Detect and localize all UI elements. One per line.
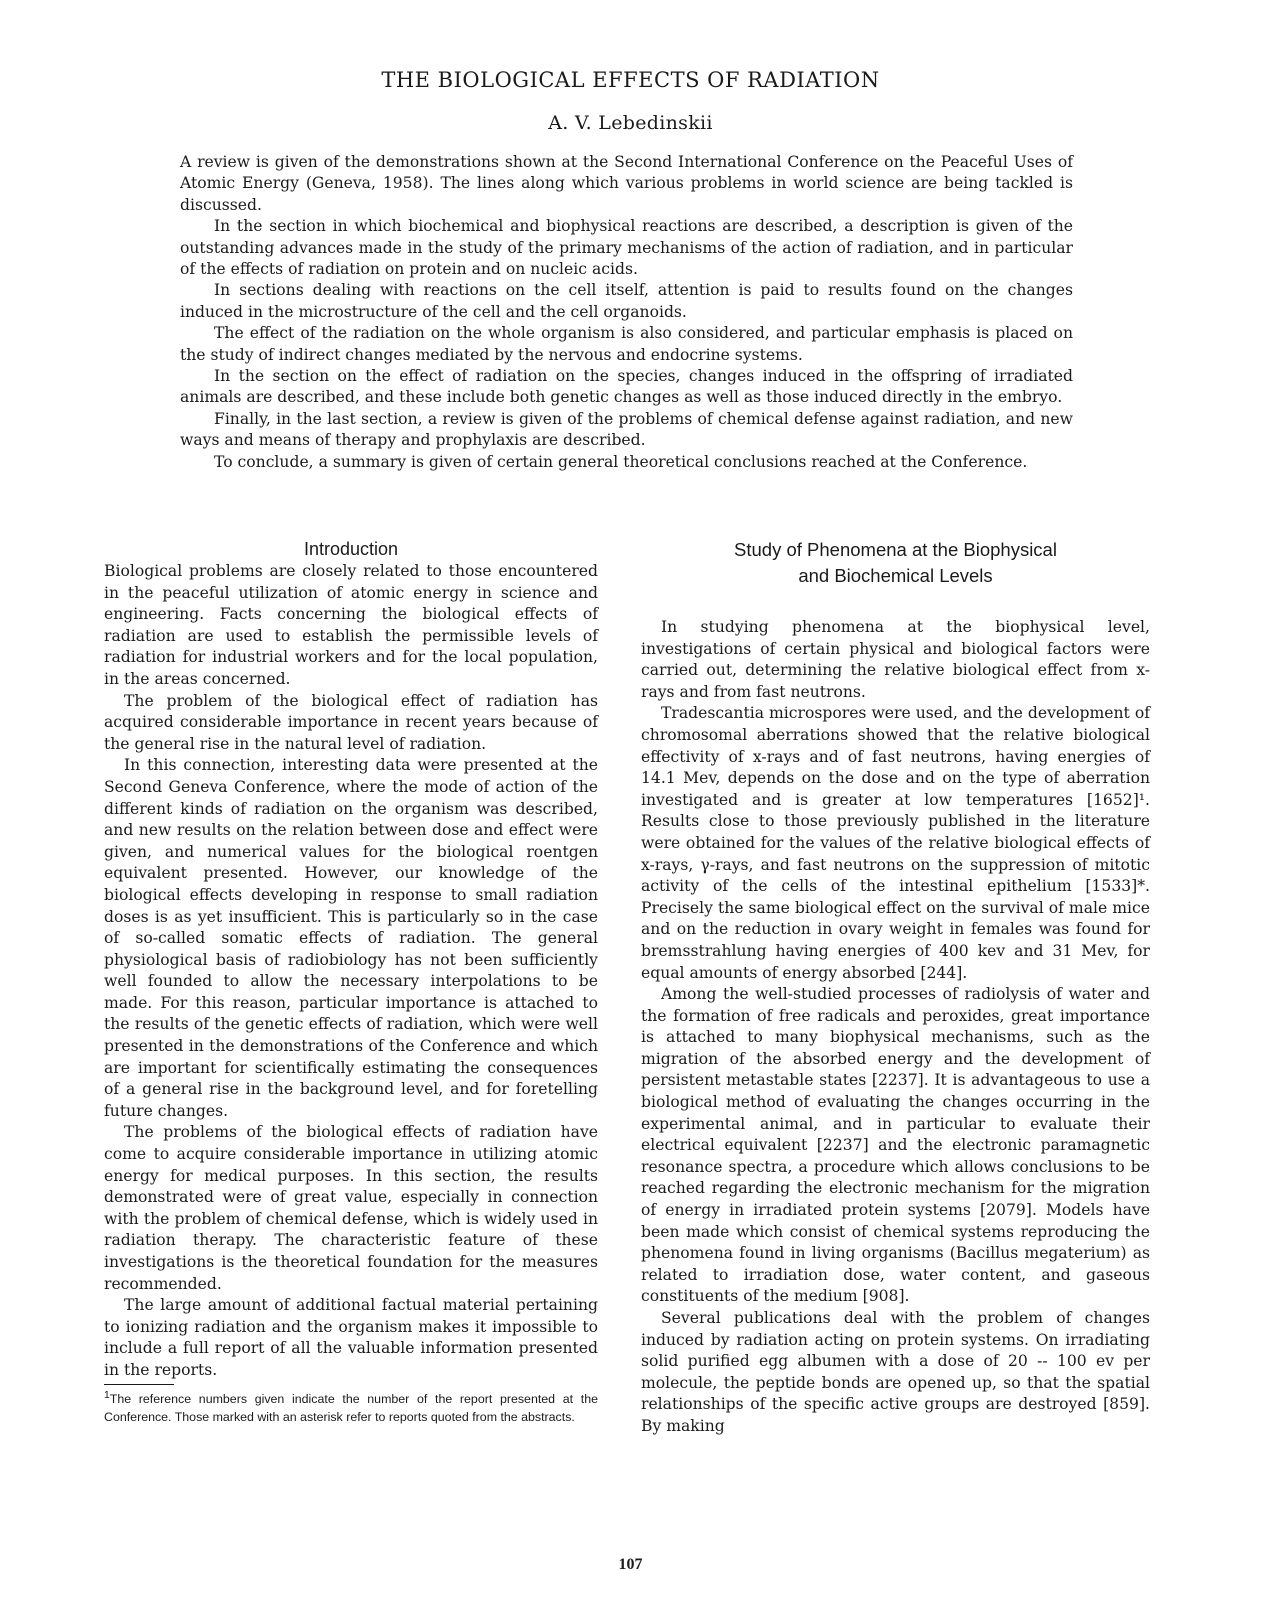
paper-author: A. V. Lebedinskii bbox=[548, 112, 713, 134]
left-column bbox=[104, 537, 598, 1426]
abstract-paragraph: Finally, in the last section, a review is given of the problems of chemical defense against radiation, and new ways and means of therapy and prophylaxis are described. bbox=[180, 409, 1073, 450]
abstract-paragraph: A review is given of the demonstrations shown at the Second International Conference on the Peaceful Uses of Atomic Energy (Geneva, 1958). The lines along which various problems in world science are being tackled is discussed. bbox=[180, 153, 1073, 214]
abstract-paragraph: In sections dealing with reactions on the cell itself, attention is paid to results found on the changes induced in the microstructure of the cell and the cell organoids. bbox=[180, 281, 1073, 321]
body-paragraph: The problem of the biological effect of radiation has acquired considerable importance in recent years because of the general rise in the natural level of radiation. bbox=[104, 691, 598, 753]
section-heading bbox=[641, 537, 1150, 589]
abstract-paragraph: To conclude, a summary is given of certain general theoretical conclusions reached at the Conference. bbox=[214, 452, 1028, 471]
footnote-divider bbox=[104, 1384, 174, 1385]
right-column bbox=[641, 537, 1150, 1438]
footnote-marker: 1 bbox=[104, 1389, 110, 1401]
body-paragraph: The large amount of additional factual material pertaining to ionizing radiation and the organism makes it impossible to include a full report of all the valuable information presented in the reports. bbox=[104, 1296, 598, 1379]
abstract-paragraph: In the section in which biochemical and biophysical reactions are described, a description is given of the outstanding advances made in the study of the primary mechanisms of the action of radiation, and in particular of the effects of radiation on protein and on nucleic acids. bbox=[180, 217, 1073, 279]
body-paragraph: Tradescantia microspores were used, and the development of chromosomal aberrations showed that the relative biological effectivity of x-rays and of fast neutrons, having energies of 14.1 Mev, depends on the dose and on the type of aberration investigated and is greater at low temperatures [1652]¹. Results close to those previously published in the literature were obtained for the values of the relative biological effects of x-rays, γ-rays, and fast neutrons on the suppression of mitotic activity of the cells of the intestinal epithelium [1533]*. Precisely the same biological effect on the survival of male mice and on the reduction in ovary weight in females was found for bremsstrahlung having energies of 400 kev and 31 Mev, for equal amounts of energy absorbed [244]. bbox=[641, 704, 1150, 982]
introduction-heading: Introduction bbox=[303, 539, 399, 559]
abstract bbox=[180, 152, 1073, 473]
abstract-paragraph: In the section on the effect of radiation on the species, changes induced in the offspring of irradiated animals are described, and these include both genetic changes as well as those induced directly in the embryo. bbox=[180, 367, 1073, 407]
footnote-text: The reference numbers given indicate the number of the report presented at the Conference. Those marked with an asterisk refer to reports quoted from the abstracts. bbox=[104, 1391, 598, 1424]
body-paragraph: The problems of the biological effects of radiation have come to acquire considerable importance in utilizing atomic energy for medical purposes. In this section, the results demonstrated were of great value, especially in connection with the problem of chemical defense, which is widely used in radiation therapy. The characteristic feature of these investigations is the theoretical foundation for the measures recommended. bbox=[104, 1123, 598, 1293]
body-paragraph: Among the well-studied processes of radiolysis of water and the formation of free radicals and peroxides, great importance is attached to many biophysical mechanisms, such as the migration of the absorbed energy and the development of persistent metastable states [2237]. It is advantageous to use a biological method of evaluating the changes occurring in the experimental animal, and in particular to evaluate their electrical equivalent [2237] and the electronic paramagnetic resonance spectra, a procedure which allows conclusions to be reached regarding the electronic mechanism for the migration of energy in irradiated protein systems [2079]. Models have been made which consist of chemical systems reproducing the phenomena found in living organisms (Bacillus megaterium) as related to irradiation dose, water content, and gaseous constituents of the medium [908]. bbox=[641, 985, 1150, 1306]
section-heading-line: and Biochemical Levels bbox=[798, 565, 993, 586]
paper-title: THE BIOLOGICAL EFFECTS OF RADIATION bbox=[381, 68, 880, 92]
body-paragraph: In this connection, interesting data were presented at the Second Geneva Conference, where the mode of action of the different kinds of radiation on the organism was described, and new results on the relation between dose and effect were given, and numerical values for the biological roentgen equivalent presented. However, our knowledge of the biological effects developing in response to small radiation doses is as yet insufficient. This is particularly so in the case of so-called somatic effects of radiation. The general physiological basis of radiobiology has not been sufficiently well founded to allow the necessary interpolations to be made. For this reason, particular importance is attached to the results of the genetic effects of radiation, which were well presented in the demonstrations of the Conference and which are important for scientifically estimating the consequences of a general rise in the background level, and for foretelling future changes. bbox=[104, 756, 598, 1120]
section-heading-line: Study of Phenomena at the Biophysical bbox=[734, 539, 1057, 560]
page-number: 107 bbox=[618, 1556, 643, 1573]
body-paragraph: In studying phenomena at the biophysical level, investigations of certain physical and biological factors were carried out, determining the relative biological effect from x-rays and from fast neutrons. bbox=[641, 618, 1150, 701]
abstract-paragraph: The effect of the radiation on the whole organism is also considered, and particular emphasis is placed on the study of indirect changes mediated by the nervous and endocrine systems. bbox=[180, 324, 1073, 364]
body-paragraph: Biological problems are closely related to those encountered in the peaceful utilization of atomic energy in science and engineering. Facts concerning the biological effects of radiation are used to establish the permissible levels of radiation for industrial workers and for the local population, in the areas concerned. bbox=[104, 562, 598, 688]
body-paragraph: Several publications deal with the problem of changes induced by radiation acting on protein systems. On irradiating solid purified egg albumen with a dose of 20 -- 100 ev per molecule, the peptide bonds are opened up, so that the spatial relationships of the specific active groups are destroyed [859]. By making bbox=[641, 1309, 1150, 1435]
footnote bbox=[104, 1387, 598, 1426]
